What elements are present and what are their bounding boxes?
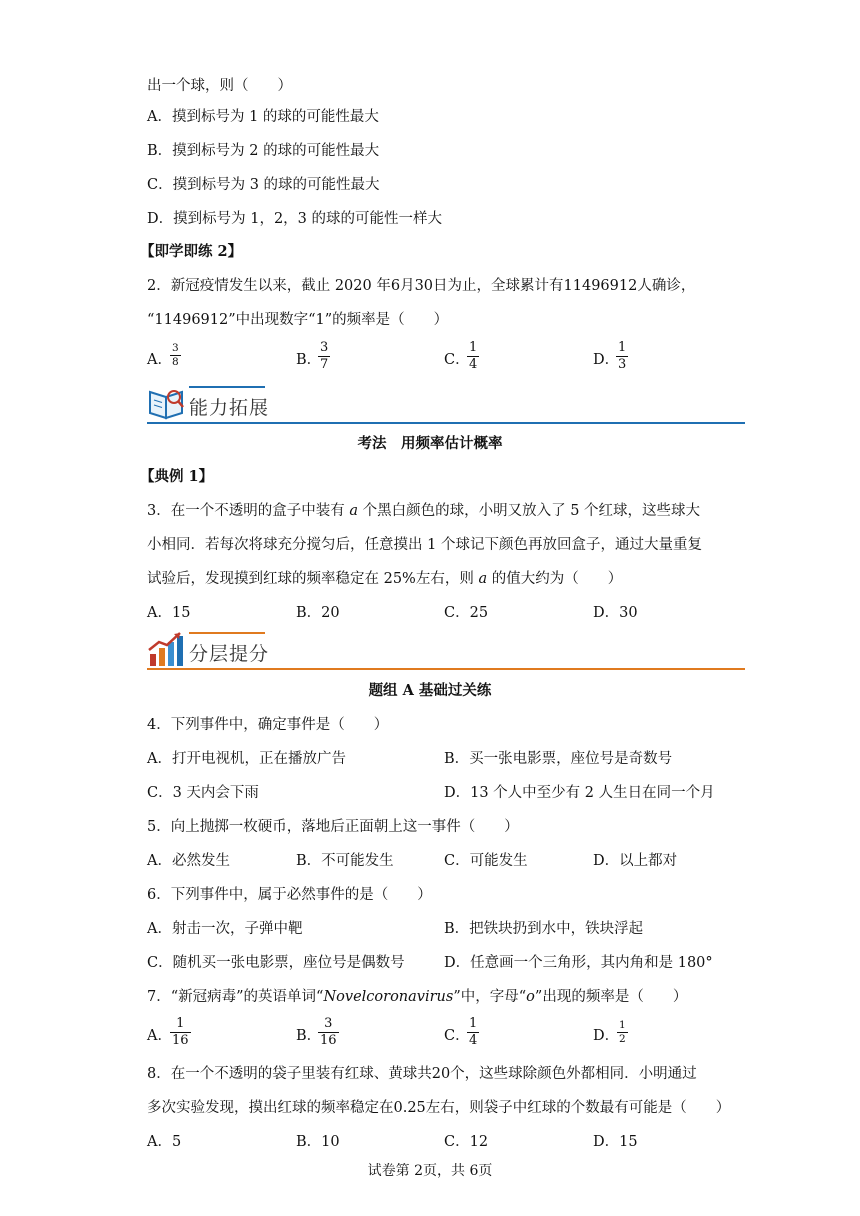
- q4-stem: 4．下列事件中，确定事件是（ ）: [147, 717, 389, 733]
- q2-b-denominator: 7: [320, 357, 329, 372]
- q2-option-c-letter: C．: [444, 352, 470, 368]
- q5-option-c: C．可能发生: [444, 853, 528, 869]
- q8-option-c: C．12: [444, 1134, 489, 1150]
- q7-word: Novelcoronavirus: [323, 989, 454, 1005]
- question-stem-tail: 出一个球，则（ ）: [147, 78, 292, 94]
- q3-line2: 小相同．若每次将球充分搅匀后，任意摸出 1 个球记下颜色再放回盒子，通过大量重复: [147, 537, 702, 553]
- q4-option-a: A．打开电视机，正在播放广告: [147, 751, 346, 767]
- q3-text: 个黑白颜色的球，小明又放入了 5 个红球，这些球大: [358, 503, 701, 519]
- q1-option-a: A．摸到标号为 1 的球的可能性最大: [147, 109, 379, 125]
- q3-text: 3．在一个不透明的盒子中装有: [147, 503, 350, 519]
- q2-c-denominator: 4: [469, 357, 478, 372]
- method-title: 考法 用频率估计概率: [357, 435, 503, 452]
- section-banner-tiered: [147, 630, 745, 670]
- q8-option-d: D．15: [593, 1134, 638, 1150]
- banner-rule: [147, 422, 745, 424]
- q7-d-denominator: 2: [619, 1033, 626, 1045]
- q7-option-d-fraction: [617, 1020, 628, 1045]
- group-a-title: 题组 A 基础过关练: [368, 682, 492, 699]
- q8-option-a: A．5: [147, 1134, 182, 1150]
- q2-option-d-letter: D．: [593, 352, 620, 368]
- q2-a-denominator: 8: [172, 356, 179, 368]
- banner-title: 分层提分: [189, 643, 270, 665]
- q7-a-denominator: 16: [172, 1033, 189, 1048]
- q7-c-denominator: 4: [469, 1033, 478, 1048]
- q7-c-numerator: 1: [469, 1016, 478, 1031]
- q2-option-d-fraction: [616, 341, 628, 372]
- q7-text: ”中，字母“: [453, 989, 527, 1005]
- q3-option-c: C．25: [444, 605, 489, 621]
- q2-option-b-letter: B．: [296, 352, 322, 368]
- q1-option-c: C．摸到标号为 3 的球的可能性最大: [147, 177, 380, 193]
- banner-accent-line: [189, 386, 265, 388]
- q7-text: 7．“新冠病毒”的英语单词“: [147, 989, 324, 1005]
- q3-option-a: A．15: [147, 605, 191, 621]
- q5-stem: 5．向上抛掷一枚硬币，落地后正面朝上这一事件（ ）: [147, 819, 519, 835]
- book-icon: [147, 384, 187, 422]
- q1-option-d: D．摸到标号为 1，2，3 的球的可能性一样大: [147, 211, 443, 227]
- q3-text: 试验后，发现摸到红球的频率稳定在 25%左右，则: [147, 571, 479, 587]
- q3-option-d: D．30: [593, 605, 638, 621]
- q7-a-numerator: 1: [176, 1016, 185, 1031]
- q4-option-d: D．13 个人中至少有 2 人生日在同一个月: [444, 785, 715, 801]
- q7-option-a-letter: A．: [147, 1028, 172, 1044]
- banner-rule: [147, 668, 745, 670]
- q7-stem: [147, 987, 687, 1007]
- q8-option-b: B．10: [296, 1134, 340, 1150]
- q7-option-c-letter: C．: [444, 1028, 470, 1044]
- q3-line3: [147, 569, 622, 589]
- banner-title: 能力拓展: [189, 397, 270, 419]
- q7-d-numerator: 1: [619, 1019, 626, 1031]
- q6-option-b: B．把铁块扔到水中，铁块浮起: [444, 921, 644, 937]
- q7-option-c-fraction: [467, 1017, 479, 1048]
- q3-line1: [147, 501, 700, 521]
- page-footer: 试卷第 2页，共 6页: [367, 1163, 493, 1179]
- q7-letter: o: [526, 989, 535, 1005]
- q2-option-c-fraction: [467, 341, 479, 372]
- q7-option-b-fraction: [318, 1017, 339, 1048]
- q2-option-a-letter: A．: [147, 352, 172, 368]
- q2-a-numerator: 3: [172, 342, 179, 354]
- q8-line2: 多次实验发现，摸出红球的频率稳定在0.25左右，则袋子中红球的个数最有可能是（ ）: [147, 1100, 731, 1116]
- q7-option-d-letter: D．: [593, 1028, 620, 1044]
- bar-chart-icon: [147, 630, 187, 668]
- q5-option-d: D．以上都对: [593, 853, 678, 869]
- q2-line2: “11496912”中出现数字“1”的频率是（ ）: [147, 312, 449, 328]
- q2-b-numerator: 3: [320, 340, 329, 355]
- q7-b-denominator: 16: [320, 1033, 337, 1048]
- q8-line1: 8．在一个不透明的袋子里装有红球、黄球共20个，这些球除颜色外都相同．小明通过: [147, 1066, 697, 1082]
- q5-option-b: B．不可能发生: [296, 853, 394, 869]
- q1-option-b: B．摸到标号为 2 的球的可能性最大: [147, 143, 380, 159]
- q4-option-c: C．3 天内会下雨: [147, 785, 259, 801]
- q2-d-denominator: 3: [618, 357, 627, 372]
- q6-option-a: A．射击一次，子弹中靶: [147, 921, 303, 937]
- q6-option-c: C．随机买一张电影票，座位号是偶数号: [147, 955, 405, 971]
- q6-stem: 6．下列事件中，属于必然事件的是（ ）: [147, 887, 432, 903]
- example-heading: 【典例 1】: [140, 468, 214, 485]
- q3-option-b: B．20: [296, 605, 340, 621]
- practice2-heading: 【即学即练 2】: [140, 243, 243, 260]
- q3-text: 的值大约为（ ）: [487, 571, 623, 587]
- q7-option-a-fraction: [170, 1017, 191, 1048]
- q2-line1: 2．新冠疫情发生以来，截止 2020 年6月30日为止，全球累计有11496912人确诊，: [147, 278, 696, 294]
- q2-option-a-fraction: [170, 343, 181, 368]
- q5-option-a: A．必然发生: [147, 853, 230, 869]
- q2-option-b-fraction: [318, 341, 330, 372]
- q2-d-numerator: 1: [618, 340, 627, 355]
- q7-b-numerator: 3: [324, 1016, 333, 1031]
- q6-option-d: D．任意画一个三角形，其内角和是 180°: [444, 955, 713, 971]
- q7-option-b-letter: B．: [296, 1028, 322, 1044]
- q2-c-numerator: 1: [469, 340, 478, 355]
- q4-option-b: B．买一张电影票，座位号是奇数号: [444, 751, 673, 767]
- q3-variable: a: [478, 571, 488, 587]
- banner-accent-line: [189, 632, 265, 634]
- q7-text: ”出现的频率是（ ）: [534, 989, 688, 1005]
- section-banner-ability: [147, 384, 745, 424]
- q3-variable: a: [349, 503, 358, 519]
